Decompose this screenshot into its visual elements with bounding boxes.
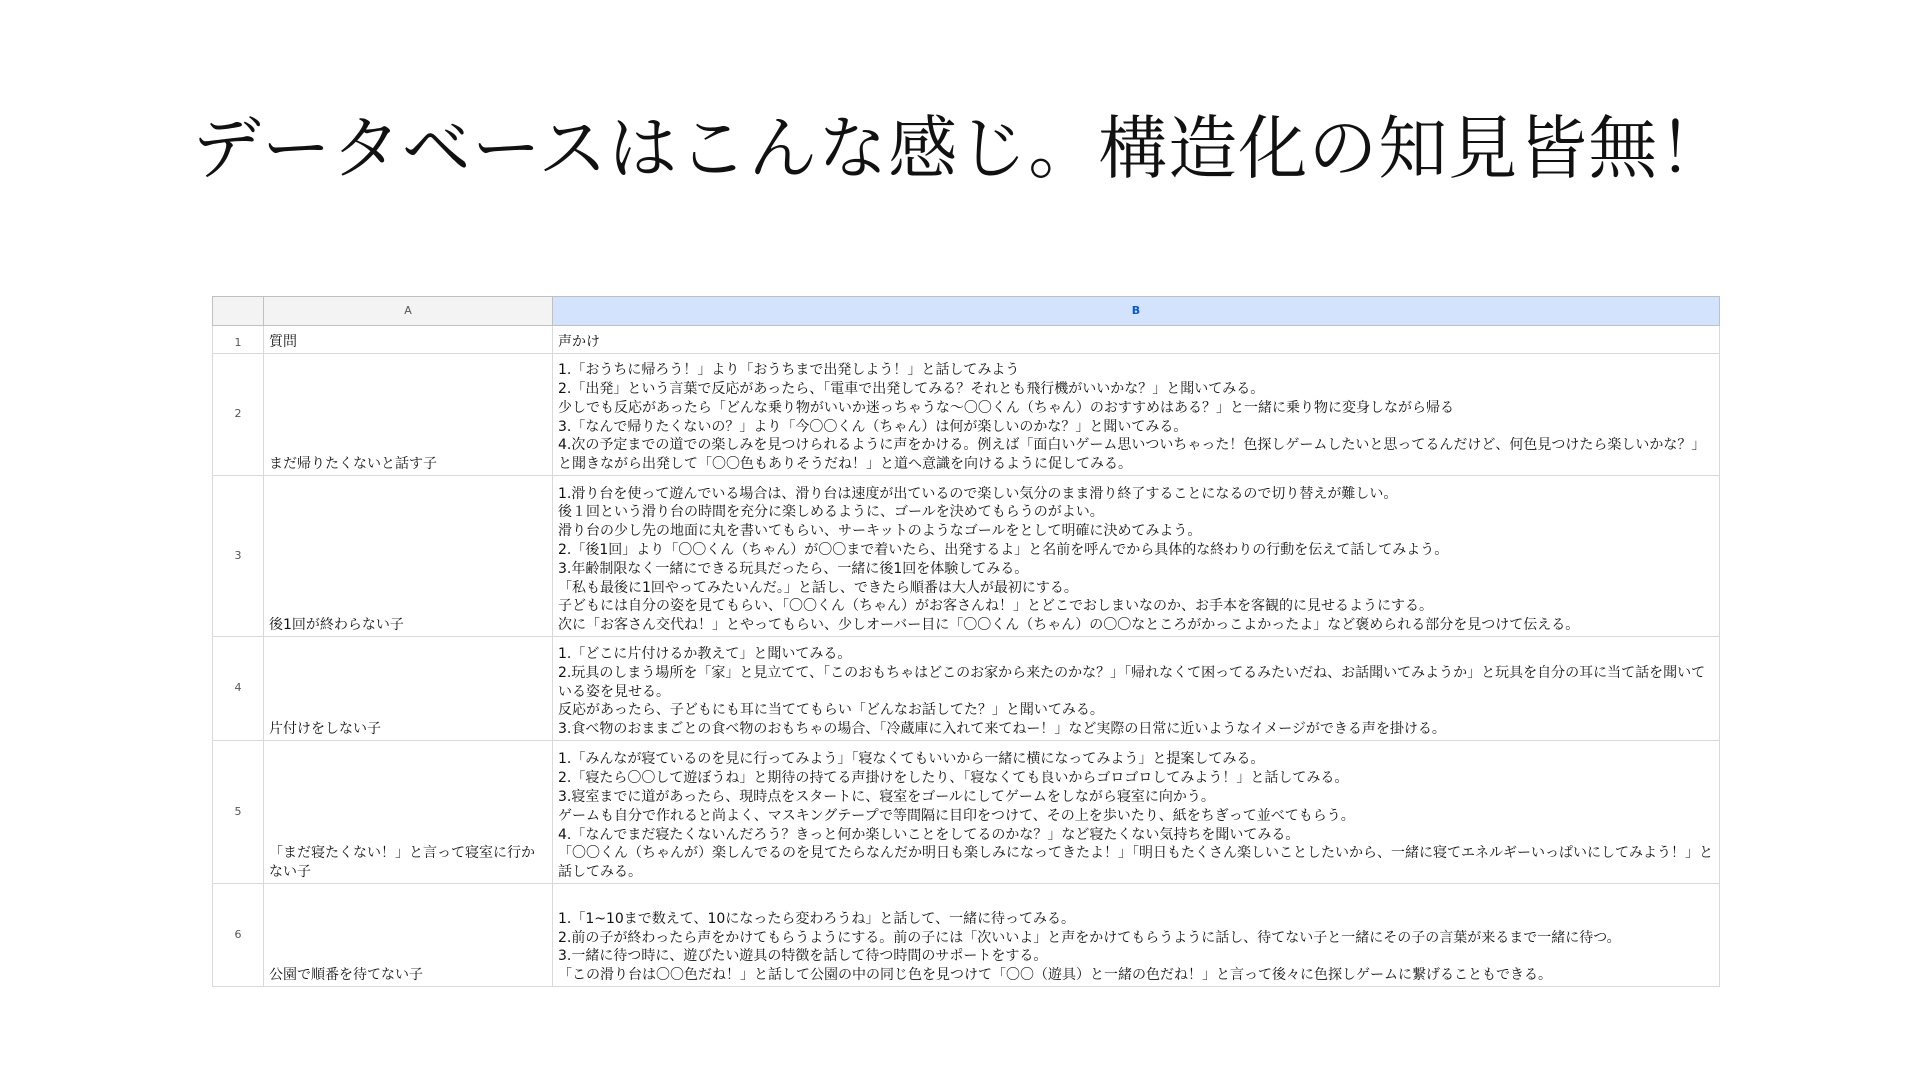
spreadsheet-table (212, 296, 1720, 987)
column-header-b[interactable]: B (553, 297, 1720, 326)
cell-question[interactable]: 質問 (264, 326, 553, 354)
cell-response[interactable]: 声かけ (553, 326, 1720, 354)
row-header[interactable]: 1 (213, 326, 264, 354)
table-row (213, 637, 1720, 741)
cell-response[interactable]: 1.滑り台を使って遊んでいる場合は、滑り台は速度が出ているので楽しい気分のまま滑り終了することになるので切り替えが難しい。 後１回という滑り台の時間を充分に楽しめるように、ゴールを決めてもらうのがよい。 滑り台の少し先の地面に丸を書いてもらい、サーキットのようなゴールをとして明確に決めてみよう。 2.「後1回」より「〇〇くん（ちゃん）が〇〇まで着いたら、出発するよ」と名前を呼んでから具体的な終わりの行動を伝えて話してみよう。 3.年齢制限なく一緒にできる玩具だったら、一緒に後1回を体験してみる。 「私も最後に1回やってみたいんだ。」と話し、できたら順番は大人が最初にする。 子どもには自分の姿を見てもらい、「〇〇くん（ちゃん）がお客さんね！」とどこでおしまいなのか、お手本を客観的に見せるようにする。 次に「お客さん交代ね！」とやってもらい、少しオーバー目に「〇〇くん（ちゃん）の〇〇なところがかっこよかったよ」など褒められる部分を見つけて伝える。 (553, 476, 1720, 637)
row-header[interactable]: 4 (213, 637, 264, 741)
cell-question[interactable]: 後1回が終わらない子 (264, 476, 553, 637)
row-header[interactable]: 2 (213, 354, 264, 476)
slide-title: データベースはこんな感じ。構造化の知見皆無！ (191, 109, 1729, 189)
row-header[interactable]: 3 (213, 476, 264, 637)
select-all-corner[interactable] (213, 297, 264, 326)
row-header[interactable]: 6 (213, 884, 264, 987)
cell-response[interactable]: 1.「みんなが寝ているのを見に行ってみよう」「寝なくてもいいから一緒に横になってみよう」と提案してみる。 2.「寝たら〇〇して遊ぼうね」と期待の持てる声掛けをしたり、「寝なくても良いからゴロゴロしてみよう！」と話してみる。 3.寝室までに道があったら、現時点をスタートに、寝室をゴールにしてゲームをしながら寝室に向かう。 ゲームも自分で作れると尚よく、マスキングテープで等間隔に目印をつけて、その上を歩いたり、紙をちぎって並べてもらう。 4.「なんでまだ寝たくないんだろう？きっと何か楽しいことをしてるのかな？」など寝たくない気持ちを聞いてみる。 「〇〇くん（ちゃんが）楽しんでるのを見てたらなんだか明日も楽しみになってきたよ！」「明日もたくさん楽しいことしたいから、一緒に寝てエネルギーいっぱいにしてみよう！」と話してみる。 (553, 741, 1720, 884)
cell-question[interactable]: 「まだ寝たくない！」と言って寝室に行かない子 (264, 741, 553, 884)
table-row (213, 884, 1720, 987)
table-row (213, 476, 1720, 637)
row-header[interactable]: 5 (213, 741, 264, 884)
cell-question[interactable]: 片付けをしない子 (264, 637, 553, 741)
cell-question[interactable]: 公園で順番を待てない子 (264, 884, 553, 987)
cell-response[interactable]: 1.「1~10まで数えて、10になったら変わろうね」と話して、一緒に待ってみる。 2.前の子が終わったら声をかけてもらうようにする。前の子には「次いいよ」と声をかけてもらうように話し、待てない子と一緒にその子の言葉が来るまで一緒に待つ。 3.一緒に待つ時に、遊びたい遊具の特徴を話して待つ時間のサポートをする。 「この滑り台は〇〇色だね！」と話して公園の中の同じ色を見つけて「〇〇（遊具）と一緒の色だね！」と言って後々に色探しゲームに繋げることもできる。 (553, 884, 1720, 987)
cell-response[interactable]: 1.「おうちに帰ろう！」より「おうちまで出発しよう！」と話してみよう 2.「出発」という言葉で反応があったら、「電車で出発してみる？それとも飛行機がいいかな？」と聞いてみる。 少しでも反応があったら「どんな乗り物がいいか迷っちゃうな〜〇〇くん（ちゃん）のおすすめはある？」と一緒に乗り物に変身しながら帰る 3.「なんで帰りたくないの？」より「今〇〇くん（ちゃん）は何が楽しいのかな？」と聞いてみる。 4.次の予定までの道での楽しみを見つけられるように声をかける。例えば「面白いゲーム思いついちゃった！色探しゲームしたいと思ってるんだけど、何色見つけたら楽しいかな？」と聞きながら出発して「〇〇色もありそうだね！」と道へ意識を向けるように促してみる。 (553, 354, 1720, 476)
table-row (213, 741, 1720, 884)
table-row (213, 326, 1720, 354)
column-header-a[interactable]: A (264, 297, 553, 326)
table-row (213, 354, 1720, 476)
cell-question[interactable]: まだ帰りたくないと話す子 (264, 354, 553, 476)
cell-response[interactable]: 1.「どこに片付けるか教えて」と聞いてみる。 2.玩具のしまう場所を「家」と見立てて、「このおもちゃはどこのお家から来たのかな？」「帰れなくて困ってるみたいだね、お話聞いてみようか」と玩具を自分の耳に当て話を聞いている姿を見せる。 反応があったら、子どもにも耳に当ててもらい「どんなお話してた？」と聞いてみる。 3.食べ物のおままごとの食べ物のおもちゃの場合、「冷蔵庫に入れて来てねー！」など実際の日常に近いようなイメージができる声を掛ける。 (553, 637, 1720, 741)
